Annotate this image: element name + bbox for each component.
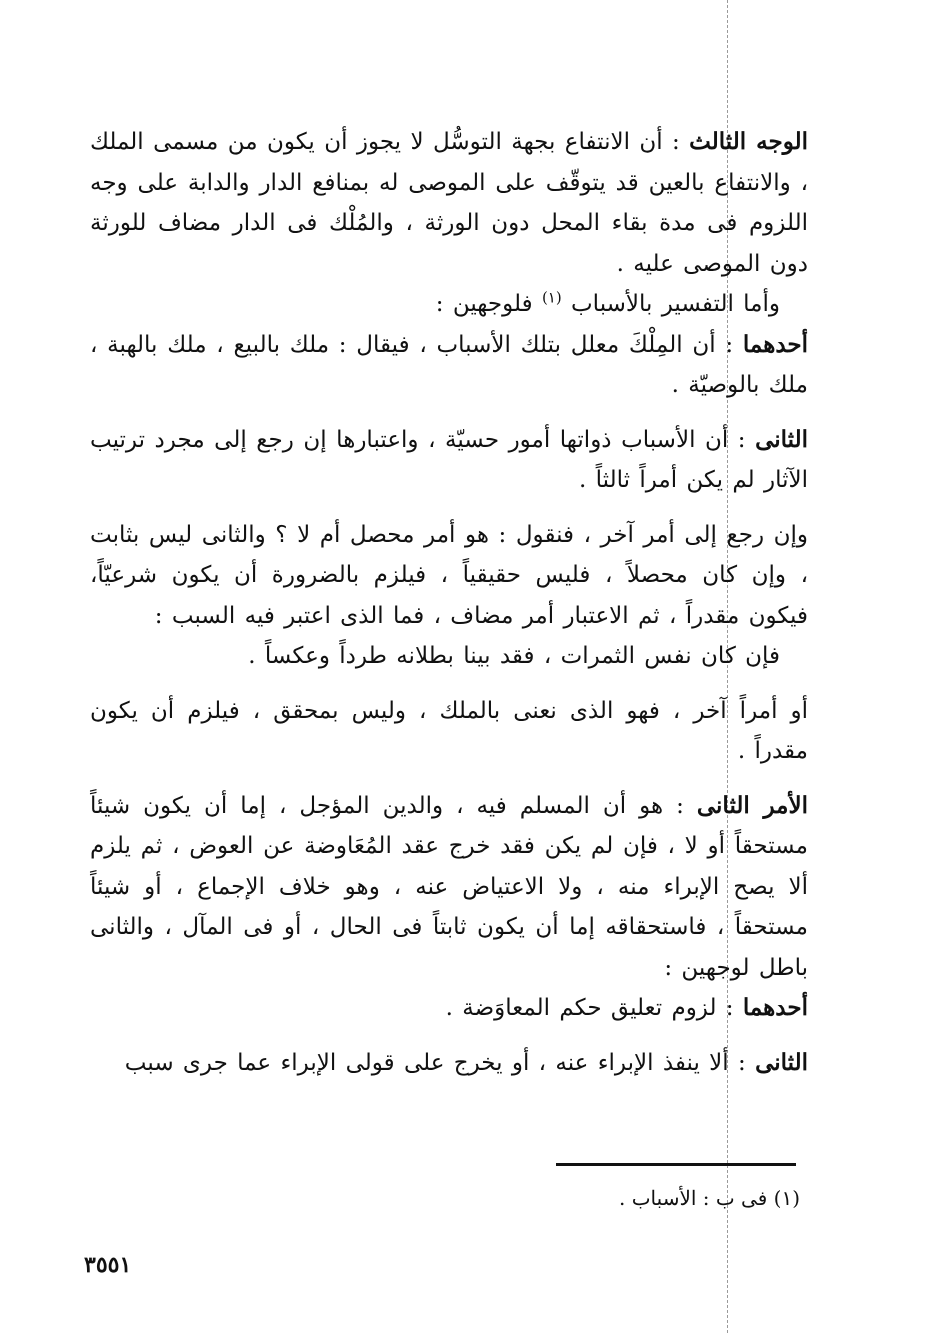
paragraph-text: : أن الأسباب ذواتها أمور حسيّة ، واعتبارها إن رجع إلى مجرد ترتيب الآثار لم يكن أمراً ثالثاً . [90, 426, 808, 493]
main-text [90, 122, 808, 1083]
paragraph-text: : ألا ينفذ الإبراء عنه ، أو يخرج على قولى الإبراء عما جرى سبب [124, 1049, 756, 1076]
paragraph-text: وإن رجع إلى أمر آخر ، فنقول : هو أمر محصل أم لا ؟ والثانى ليس بثابت ، وإن كان محصلاً ، فليس حقيقياً ، فيلزم بالضرورة أن يكون شرعيّاً، فيكون مقدراً ، ثم الاعتبار أمر مضاف ، فما الذى اعتبر فيه السبب : [90, 521, 808, 629]
paragraph-lead: الثانى [755, 425, 808, 453]
paragraph-lead: الثانى [755, 1048, 808, 1076]
paragraph-second-matter [90, 786, 808, 989]
paragraph-text: : لزوم تعليق حكم المعاوَضة . [445, 995, 743, 1021]
footnote-marker: (١) [541, 288, 562, 307]
paragraph-text: فإن كان نفس الثمرات ، فقد بينا بطلانه طرداً وعكساً . [248, 643, 780, 669]
page-number: ٣٥٥١ [84, 1252, 132, 1278]
paragraph-another-matter [90, 691, 808, 772]
paragraph-first-reason [90, 325, 808, 406]
paragraph-fruits [90, 636, 808, 677]
paragraph-causes-intro [90, 284, 808, 325]
paragraph-other-matter [90, 515, 808, 637]
footnote: (١) فى ب : الأسباب . [619, 1186, 800, 1210]
paragraph-first-of-two [90, 988, 808, 1029]
paragraph-lead: الوجه الثالث [689, 128, 808, 155]
paragraph-lead: الأمر الثانى [696, 791, 808, 819]
paragraph-text: أو أمراً آخر ، فهو الذى نعنى بالملك ، وليس بمحقق ، فيلزم أن يكون مقدراً . [90, 697, 808, 764]
footnote-divider [556, 1163, 796, 1166]
paragraph-text: : هو أن المسلم فيه ، والدين المؤجل ، إما أن يكون شيئاً مستحقاً أو لا ، فإن لم يكن فقد خرج عقد المُعَاوضة عن العوض ، ثم يلزم ألا يصح الإبراء منه ، ولا الاعتياض عنه ، وهو خلاف الإجماع ، أو شيئاً مستحقاً ، فاستحقاقه إما أن يكون ثابتاً فى الحال ، أو فى المآل ، والثانى باطل لوجهين : [90, 792, 808, 981]
paragraph-lead: أحدهما [742, 994, 808, 1021]
paragraph-text: فلوجهين : [435, 291, 542, 317]
paragraph-second-of-two [90, 1043, 808, 1084]
paragraph-text: وأما التفسير بالأسباب [561, 291, 780, 317]
paragraph-lead: أحدهما [742, 330, 809, 358]
paragraph-text: : أن الانتفاع بجهة التوسُّل لا يجوز أن يكون من مسمى الملك ، والانتفاع بالعين قد يتوقّف على الموصى له بمنافع الدار والدابة على وجه اللزوم فى مدة بقاء المحل دون الورثة ، والمُلْك فى الدار مضاف للورثة دون الموصى عليه . [90, 129, 808, 277]
paragraph-second-reason [90, 420, 808, 501]
paragraph-third-aspect [90, 122, 808, 284]
paragraph-text: : أن المِلْكَ معلل بتلك الأسباب ، فيقال : ملك بالبيع ، ملك بالهبة ، ملك بالوصيّة . [90, 331, 808, 398]
